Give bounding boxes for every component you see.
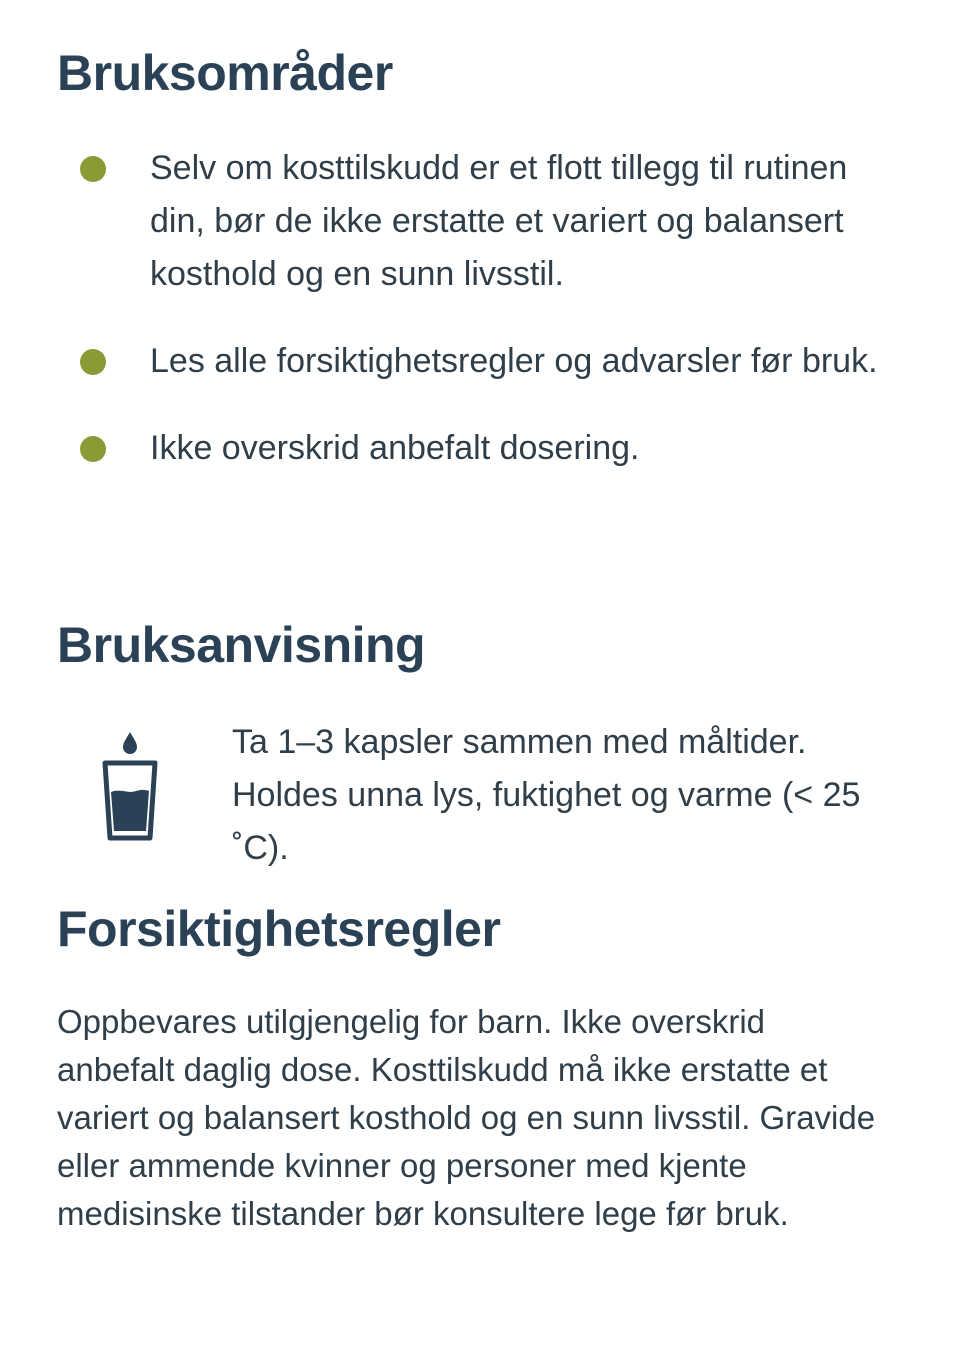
bullet-icon bbox=[80, 436, 106, 462]
list-item bbox=[0, 142, 960, 301]
list-item-text: Les alle forsiktighetsregler og advarsler før bruk. bbox=[150, 342, 878, 380]
bullet-icon bbox=[80, 349, 106, 375]
precautions-text: Oppbevares utilgjengelig for barn. Ikke overskrid anbefalt daglig dose. Kosttilskudd må ikke erstatte et variert og balansert kosthold og en sunn livsstil. Gravide eller ammende kvinner og personer med kjente medisinske tilstander bør konsultere lege før bruk. bbox=[57, 1003, 876, 1232]
list-item bbox=[0, 335, 960, 388]
usage-areas-heading: Bruksområder bbox=[57, 45, 393, 101]
list-item bbox=[0, 422, 960, 475]
water-glass-icon bbox=[100, 730, 160, 842]
list-item-text: Selv om kosttilskudd er et flott tillegg til rutinen din, bør de ikke erstatte et variert og balansert kosthold og en sunn livsstil. bbox=[150, 149, 848, 293]
bullet-icon bbox=[80, 156, 106, 182]
directions-text: Ta 1–3 kapsler sammen med måltider. Holdes unna lys, fuktighet og varme (< 25 ˚C). bbox=[232, 723, 861, 867]
list-item-text: Ikke overskrid anbefalt dosering. bbox=[150, 429, 640, 467]
precautions-heading: Forsiktighetsregler bbox=[57, 901, 501, 957]
usage-areas-list bbox=[0, 142, 960, 475]
directions-heading: Bruksanvisning bbox=[57, 617, 426, 673]
